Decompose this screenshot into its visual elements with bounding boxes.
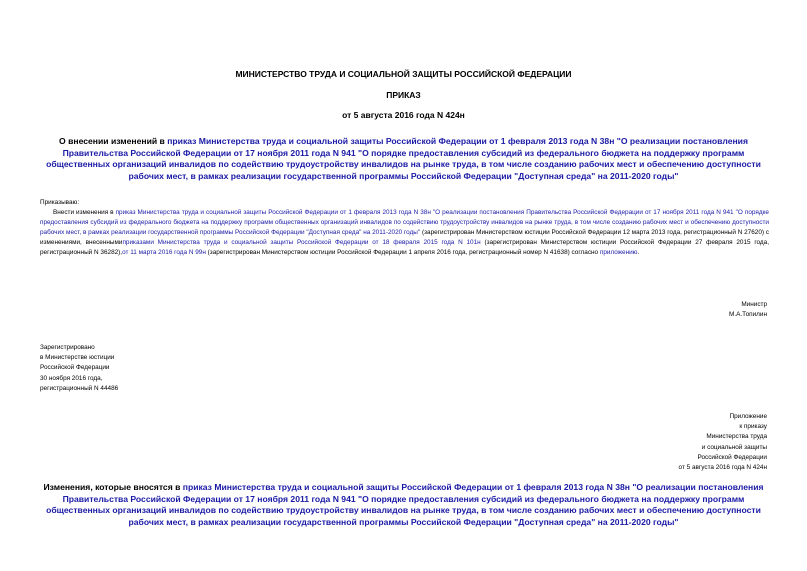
document-type: ПРИКАЗ <box>386 90 421 100</box>
registration-line: в Министерстве юстиции <box>40 354 115 362</box>
title-prefix: О внесении изменений в <box>59 136 168 146</box>
signature-block <box>729 300 767 320</box>
document-date-number: от 5 августа 2016 года N 424н <box>342 110 465 120</box>
paragraph-text-2: (зарегистрирован Министерством юстиции Российской Федерации 12 марта 2013 года, регистрационный N 27620) с изменениями, внесенными <box>40 229 769 247</box>
appendix-line: и социальной защиты <box>701 443 767 451</box>
appendix-block <box>679 412 767 473</box>
paragraph-text-3: (зарегистрирован Министерством юстиции Российской Федерации 27 февраля 2015 года, регистрационный N 36282), <box>40 239 769 257</box>
registration-line: Зарегистрировано <box>40 344 95 351</box>
signature-name: М.А.Топилин <box>729 311 767 319</box>
registration-line: Российской Федерации <box>40 364 110 372</box>
document-title <box>40 136 767 182</box>
link-order-38n[interactable]: приказ Министерства труда и социальной защиты Российской Федерации от 1 февраля 2013 года N 38н "О реализации постановления Правительства Российской Федерации от 17 ноября 2011 года N 941 "О порядке предоставления субсидий из федерального бюджета на поддержку программ общественных организаций инвалидов по содействию трудоустройству инвалидов на рынке труда, в том числе созданию рабочих мест и обеспечению доступности рабочих мест, в рамках реализации государственной программы Российской Федерации "Доступная среда" на 2011-2020 годы" <box>40 209 769 237</box>
title-link[interactable]: приказ Министерства труда и социальной защиты Российской Федерации от 1 февраля 2013 года N 38н "О реализации постановления Правительства Российской Федерации от 17 ноября 2011 года N 941 "О порядке предоставления субсидий из федерального бюджета на поддержку программ общественных организаций инвалидов по содействию трудоустройству инвалидов на рынке труда, в том числе созданию рабочих мест и обеспечению доступности рабочих мест, в рамках реализации государственной программы Российской Федерации "Доступная среда" на 2011-2020 годы" <box>46 136 761 181</box>
paragraph-text-4: (зарегистрирован Министерством юстиции Российской Федерации 1 апреля 2016 года, регистрационный номер N 41638) согласно <box>205 249 600 257</box>
appendix-title-prefix: Изменения, которые вносятся в <box>43 482 183 492</box>
link-order-99n[interactable]: от 11 марта 2016 года N 99н <box>122 249 206 257</box>
appendix-line: от 5 августа 2016 года N 424н <box>678 464 767 472</box>
link-order-101n[interactable]: приказами Министерства труда и социальной защиты Российской Федерации от 18 февраля 2015 года N 101н <box>122 239 481 247</box>
appendix-title-link[interactable]: приказ Министерства труда и социальной защиты Российской Федерации от 1 февраля 2013 года N 38н "О реализации постановления Правительства Российской Федерации от 17 ноября 2011 года N 941 "О порядке предоставления субсидий из федерального бюджета на поддержку программ общественных организаций инвалидов по содействию трудоустройству инвалидов на рынке труда, в том числе созданию рабочих мест и обеспечению доступности рабочих мест, в рамках реализации государственной программы Российской Федерации "Доступная среда" на 2011-2020 годы" <box>46 482 764 527</box>
appendix-title <box>40 482 767 528</box>
registration-line: регистрационный N 44486 <box>40 384 119 392</box>
ministry-header: МИНИСТЕРСТВО ТРУДА И СОЦИАЛЬНОЙ ЗАЩИТЫ РОССИЙСКОЙ ФЕДЕРАЦИИ <box>235 69 572 79</box>
order-paragraph <box>40 208 769 258</box>
registration-line: 30 ноября 2016 года, <box>40 374 103 382</box>
registration-block <box>40 343 118 394</box>
paragraph-text-1: Внести изменения в <box>53 209 116 216</box>
order-word: Приказываю: <box>40 199 80 206</box>
appendix-line: Российской Федерации <box>697 453 767 461</box>
link-appendix[interactable]: приложению <box>599 249 638 257</box>
appendix-line: Приложение <box>729 413 767 420</box>
appendix-line: Министерства труда <box>706 433 767 441</box>
paragraph-text-5: . <box>637 249 640 257</box>
appendix-line: к приказу <box>739 423 767 431</box>
signature-position: Министр <box>741 301 767 308</box>
